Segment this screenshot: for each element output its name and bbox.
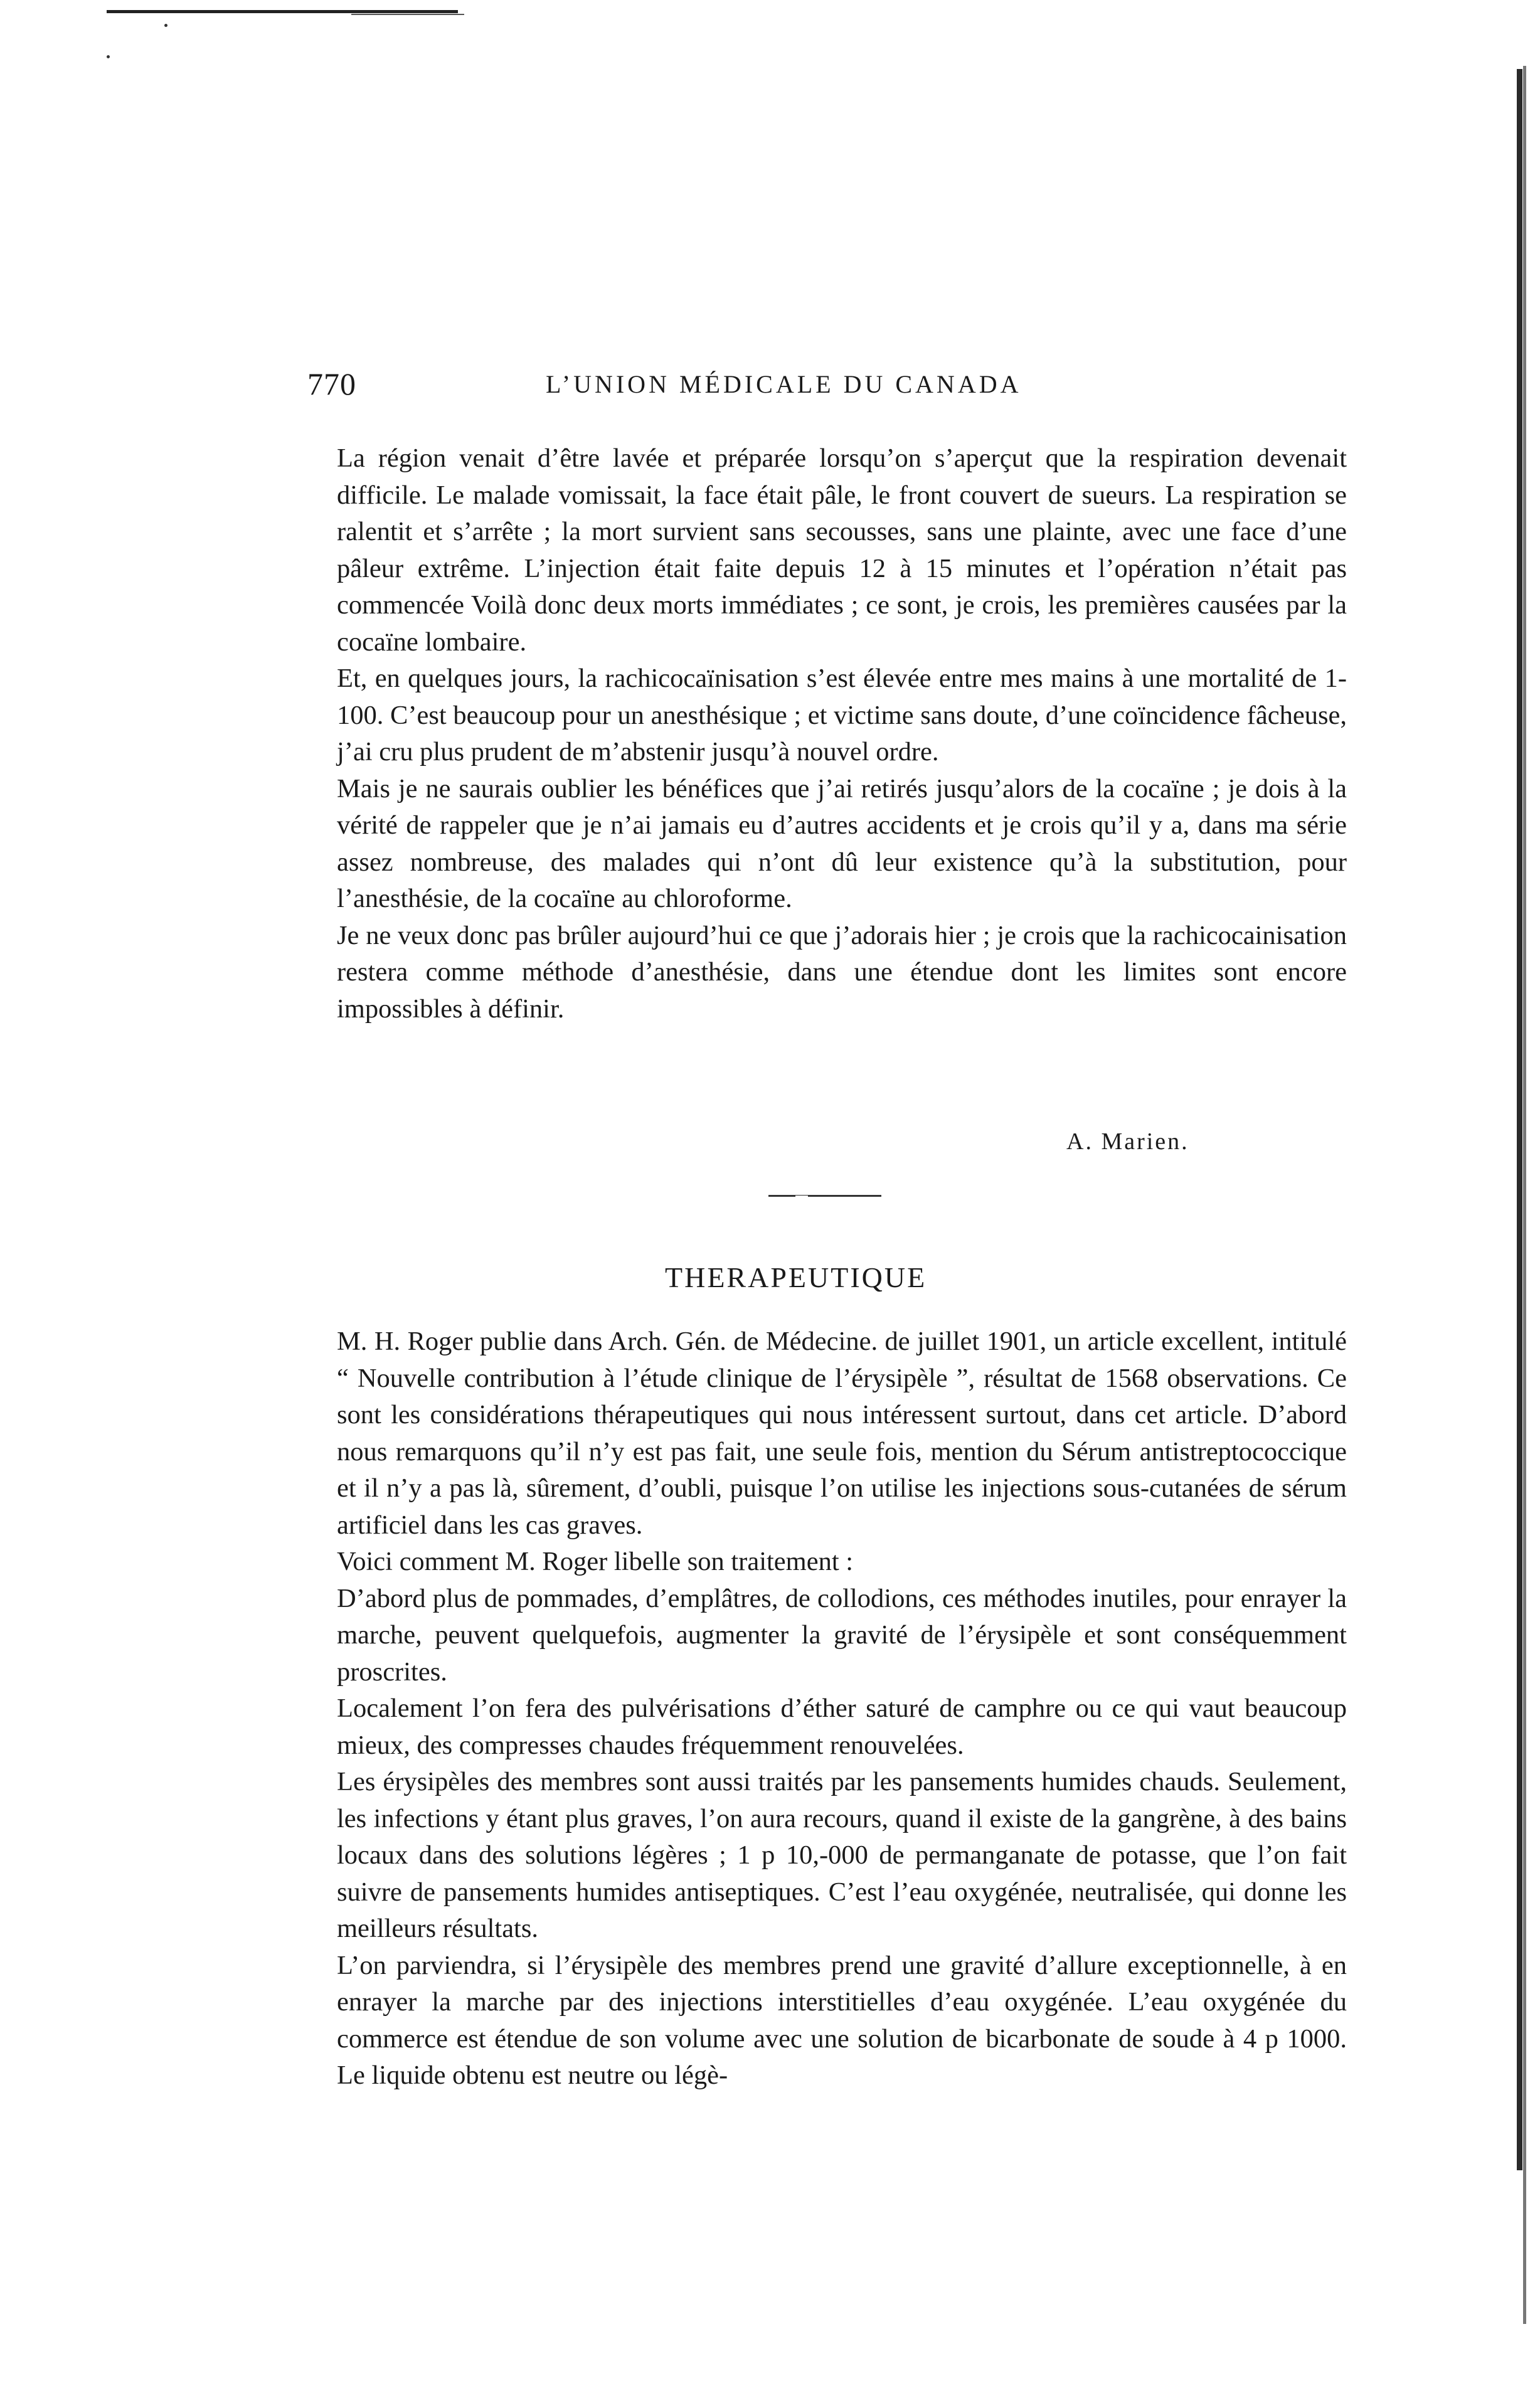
ink-speck	[107, 55, 110, 58]
signature-text: A. Marien.	[1066, 1128, 1189, 1155]
page-number: 770	[307, 366, 356, 401]
section-separator-gap	[795, 1196, 808, 1197]
top-rule-tail	[351, 14, 464, 15]
page-header	[307, 366, 1374, 410]
paragraph: Je ne veux donc pas brûler aujourd’hui ce que j’adorais hier ; je crois que la rachicocainisation restera comme méthode d’anesthésie, dans une étendue dont les limites sont encore impossibles à définir.	[337, 920, 1347, 1024]
ink-speck	[164, 24, 167, 27]
author-signature	[1066, 1128, 1189, 1155]
paragraph: D’abord plus de pommades, d’emplâtres, de collodions, ces méthodes inutiles, pour enrayer la marche, peuvent quelquefois, augmenter la gravité de l’érysipèle et sont conséquemment proscrites.	[337, 1583, 1347, 1687]
paragraph: L’on parviendra, si l’érysipèle des membres prend une gravité d’allure exceptionnelle, à en enrayer la marche par des injections interstitielles d’eau oxygénée. L’eau oxygénée du commerce est étendue de son volume avec une solution de bicarbonate de soude à 4 p 1000. Le liquide obtenu est neutre ou légè-	[337, 1950, 1347, 2090]
paragraph: Localement l’on fera des pulvérisations d’éther saturé de camphre ou ce qui vaut beaucoup mieux, des compresses chaudes fréquemment renouvelées.	[337, 1694, 1347, 1760]
paragraph: Voici comment M. Roger libelle son traitement :	[337, 1547, 854, 1576]
section-body	[337, 1323, 1347, 2094]
paragraph: Et, en quelques jours, la rachicocaïnisation s’est élevée entre mes mains à une mortalité de 1-100. C’est beaucoup pour un anesthésique ; et victime sans doute, d’une coïncidence fâcheuse, j’ai cru plus prudent de m’abstenir jusqu’à nouvel ordre.	[337, 664, 1347, 766]
page-edge-shadow	[1517, 69, 1522, 2170]
paragraph: Les érysipèles des membres sont aussi traités par les pansements humides chauds. Seulement, les infections y étant plus graves, l’on aura recours, quand il existe de la gangrène, à des bains locaux dans des solutions légères ; 1 p 10,-000 de permanganate de potasse, que l’on fait suivre de pansements humides antiseptiques. C’est l’eau oxygénée, neutralisée, qui donne les meilleurs résultats.	[337, 1767, 1347, 1943]
article-body	[337, 440, 1347, 1027]
section-title: THERAPEUTIQUE	[665, 1261, 927, 1293]
paragraph: M. H. Roger publie dans Arch. Gén. de Médecine. de juillet 1901, un article excellent, intitulé “ Nouvelle contribution à l’étude clinique de l’érysipèle ”, résultat de 1568 observations. Ce sont les considérations thérapeutiques qui nous intéressent surtout, dans cet article. D’abord nous remarquons qu’il n’y est pas fait, une seule fois, mention du Sérum antistreptococcique et il n’y a pas là, sûrement, d’oubli, puisque l’on utilise les injections sous-cutanées de sérum artificiel dans les cas graves.	[337, 1327, 1347, 1540]
top-rule	[107, 10, 458, 13]
paragraph: Mais je ne saurais oublier les bénéfices que j’ai retirés jusqu’alors de la cocaïne ; je dois à la vérité de rappeler que je n’ai jamais eu d’autres accidents et je crois qu’il y a, dans ma série assez nombreuse, des malades qui n’ont dû leur existence qu’à la substitution, pour l’anesthésie, de la cocaïne au chloroforme.	[337, 773, 1347, 913]
paragraph: La région venait d’être lavée et préparée lorsqu’on s’aperçut que la respiration devenait difficile. Le malade vomissait, la face était pâle, le front couvert de sueurs. La respiration se ralentit et s’arrête ; la mort survient sans secousses, sans une plainte, avec une face d’une pâleur extrême. L’injection était faite depuis 12 à 15 minutes et l’opération n’était pas commencée Voilà donc deux morts immédiates ; ce sont, je crois, les premières causées par la cocaïne lombaire.	[337, 443, 1347, 657]
page-edge-shadow	[1523, 66, 1526, 2324]
section-separator	[768, 1195, 881, 1197]
running-head: L’UNION MÉDICALE DU CANADA	[546, 370, 1022, 398]
